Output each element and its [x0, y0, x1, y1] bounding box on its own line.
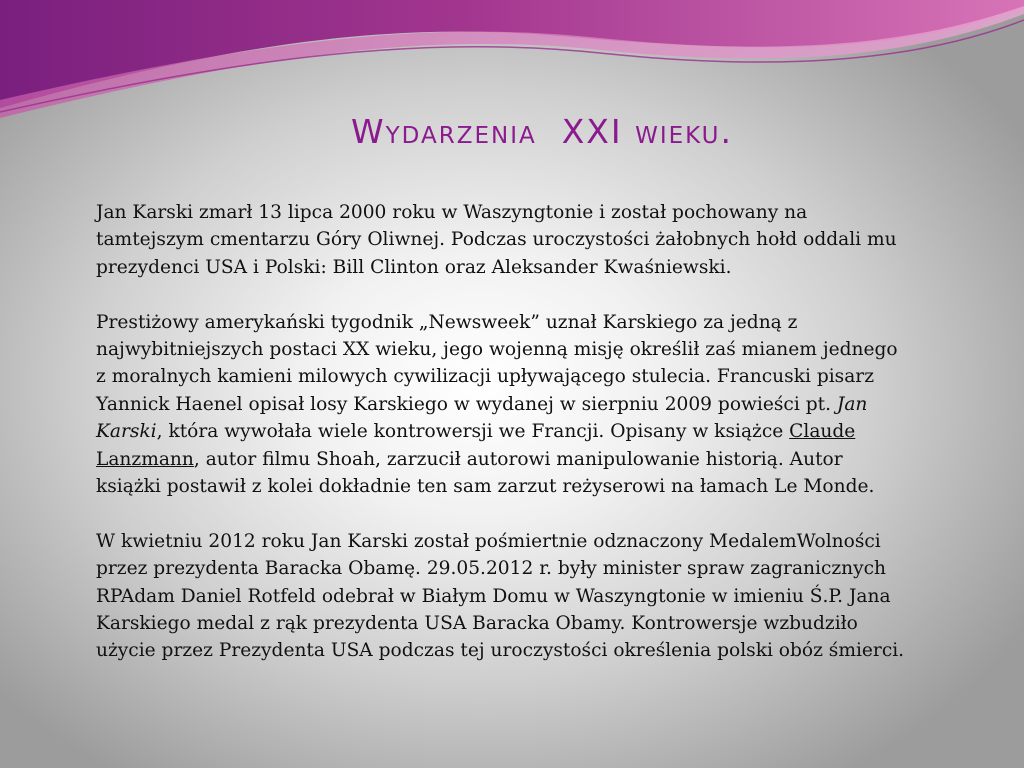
slide-title: Wydarzenia XXI wieku.: [351, 112, 733, 151]
paragraph-karski-death: Jan Karski zmarł 13 lipca 2000 roku w Waszyngtonie i został pochowany na tamtejszym cmentarzu Góry Oliwnej. Podczas uroczystości żałobnych hołd oddali mu prezydenci USA i Polski: Bill Clinton oraz Aleksander Kwaśniewski.: [96, 202, 897, 278]
paragraph-text: , która wywołała wiele kontrowersji we Francji. Opisany w książce: [156, 421, 790, 443]
slide-body: [96, 199, 906, 692]
wave-shape-main: [0, 0, 1024, 108]
paragraph-newsweek-haenel: [96, 309, 906, 501]
book-title: Jan Karski: [96, 393, 868, 443]
paragraph-text: Prestiżowy amerykański tygodnik „Newsweek” uznał Karskiego za jedną z najwybitniejszych postaci XX wieku, jego wojenną misję określił zaś mianem jednego z moralnych kamieni milowych cywilizacji upływającego stulecia. Francuski pisarz Yannick Haenel opisał losy Karskiego w wydanej w sierpniu 2009 powieści pt.: [96, 311, 898, 415]
paragraph-medal-of-freedom: W kwietniu 2012 roku Jan Karski został pośmiertnie odznaczony MedalemWolności przez prezydenta Baracka Obamę. 29.05.2012 r. były minister spraw zagranicznych RPAdam Daniel Rotfeld odebrał w Białym Domu w Waszyngtonie w imieniu Ś.P. Jana Karskiego medal z rąk prezydenta USA Baracka Obamy. Kontrowersje wzbudziło użycie przez Prezydenta USA podczas tej uroczystości określenia polski obóz śmierci.: [96, 530, 905, 662]
claude-lanzmann-link[interactable]: Claude Lanzmann: [96, 421, 856, 470]
paragraph-text: , autor filmu Shoah, zarzucił autorowi manipulowanie historią. Autor książki postawił z kolei dokładnie ten sam zarzut reżyserowi na łamach Le Monde.: [96, 448, 875, 498]
